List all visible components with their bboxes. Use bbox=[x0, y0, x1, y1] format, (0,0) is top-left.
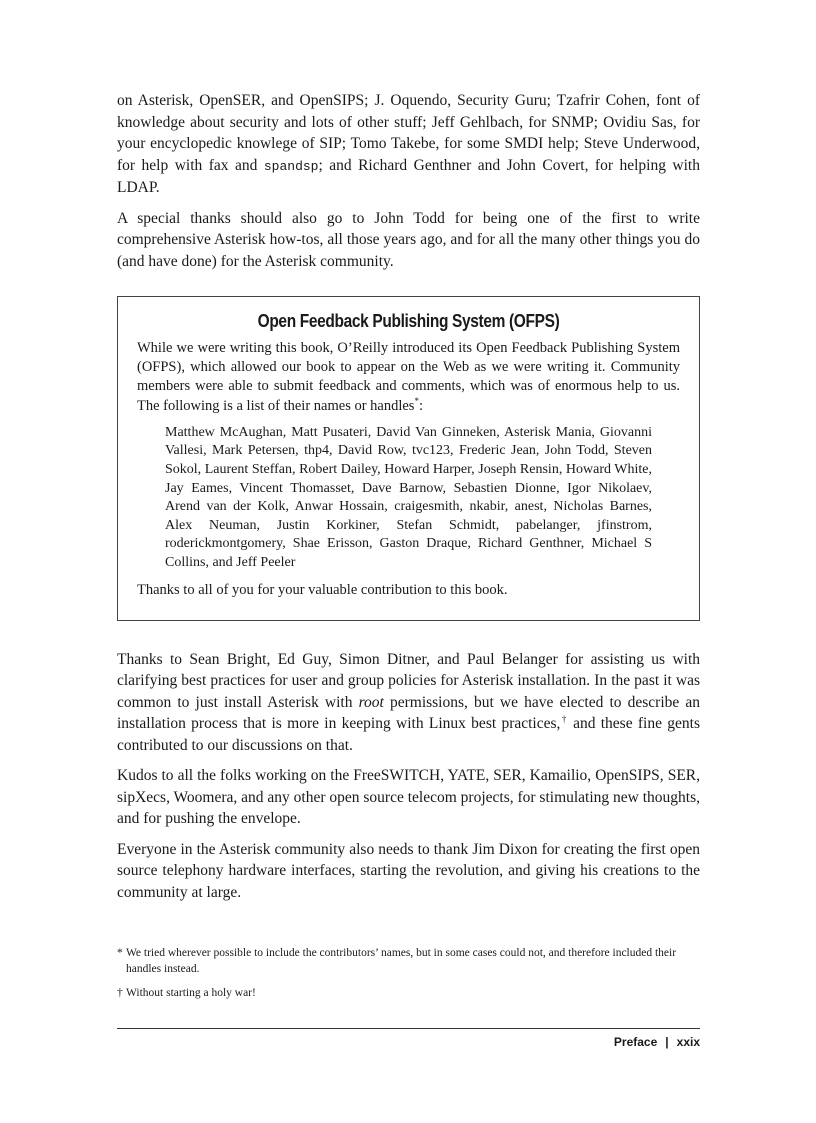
contributor-names: Matthew McAughan, Matt Pusateri, David Van Ginneken, Asterisk Mania, Giovanni Vallesi, Mark Petersen, thp4, David Row, tvc123, Frederic Jean, John Todd, Steven Sokol, Laurent Steffan, Robert Dailey, Howard Harper, Joseph Rensin, Howard White, Jay Eames, Vincent Thomasset, Dave Barnow, Sebastien Dionne, Igor Nikolaev, Arend van der Kolk, Anwar Hossain, craigesmith, nkabir, anest, Nicholas Barnes, Alex Neuman, Justin Korkiner, Stefan Schmidt, pabelanger, jfinstrom, roderickmontgomery, Shae Erisson, Gaston Draque, Richard Genthner, Michael S Collins, and Jeff Peeler bbox=[165, 424, 652, 570]
footer-separator: | bbox=[665, 1035, 669, 1049]
emphasis-root: root bbox=[358, 693, 384, 711]
paragraph-kudos: Kudos to all the folks working on the FreeSWITCH, YATE, SER, Kamailio, OpenSIPS, SER, sipXecs, Woomera, and any other open source telecom projects, for stimulating new thoughts, and for pushing the envelope. bbox=[117, 767, 701, 828]
footnote-text: Without starting a holy war! bbox=[126, 987, 256, 999]
sidebar-title: Open Feedback Publishing System (OFPS) bbox=[257, 311, 560, 331]
footnote-ref-asterisk[interactable]: * bbox=[414, 395, 419, 406]
sidebar-intro-end: : bbox=[418, 397, 423, 414]
ofps-sidebar bbox=[117, 296, 700, 621]
footer-rule bbox=[117, 1028, 700, 1029]
sidebar-thanks: Thanks to all of you for your valuable contribution to this book. bbox=[137, 581, 508, 598]
footnote-asterisk bbox=[117, 945, 700, 977]
paragraph-text: on Asterisk, OpenSER, and OpenSIPS; J. Oquendo, Security Guru; Tzafrir Cohen, font of knowledge about security and lots of other stuff; Jeff Gehlbach, for SNMP; Ovidiu Sas, for your encyclopedic knowlege of SIP; Tomo Takebe, for some SMDI help; Steve Underwood, for help with fax and bbox=[117, 92, 700, 174]
footnote-mark: † bbox=[117, 987, 123, 999]
paragraph-best-practices bbox=[117, 649, 700, 757]
paragraph-jim-dixon: Everyone in the Asterisk community also needs to thank Jim Dixon for creating the first open source telephony hardware interfaces, starting the revolution, and giving his creations to the community at large. bbox=[117, 840, 700, 901]
paragraph-text: and these fine gents contributed to our discussions on that. bbox=[117, 715, 701, 754]
footnote-mark: * bbox=[117, 947, 123, 959]
page-number: xxix bbox=[676, 1035, 700, 1049]
footer-section-name: Preface bbox=[613, 1035, 658, 1049]
footnote-ref-dagger[interactable]: † bbox=[560, 714, 568, 725]
page-body bbox=[117, 90, 700, 912]
sidebar-intro-text: While we were writing this book, O’Reilly introduced its Open Feedback Publishing System (OFPS), which allowed our book to appear on the Web as we were writing it. Community members were able to submit feedback and comments, which was of enormous help to us. The following is a list of their names or handles bbox=[137, 340, 680, 414]
code-spandsp: spandsp bbox=[263, 158, 319, 174]
running-footer bbox=[614, 1035, 700, 1049]
paragraph-text: ; and Richard Genthner and John Covert, for helping with LDAP. bbox=[117, 156, 700, 196]
footnote-text: We tried wherever possible to include the contributors’ names, but in some cases could not, and therefore included their handles instead. bbox=[126, 947, 677, 975]
paragraph-john-todd: A special thanks should also go to John Todd for being one of the first to write comprehensive Asterisk how-tos, all those years ago, and for all the many other things you do (and have done) for the Asterisk community. bbox=[117, 209, 700, 270]
paragraph-text: permissions, but we have elected to describe an installation process that is more in keeping with Linux best practices, bbox=[117, 693, 700, 733]
paragraph-text: Thanks to Sean Bright, Ed Guy, Simon Ditner, and Paul Belanger for assisting us with clarifying best practices for user and group policies for Asterisk installation. In the past it was common to just install Asterisk with bbox=[117, 650, 700, 711]
sidebar-intro bbox=[137, 339, 680, 416]
footnotes bbox=[117, 945, 700, 1009]
paragraph-acknowledgments-continued bbox=[117, 90, 700, 199]
footnote-dagger bbox=[117, 985, 700, 1001]
